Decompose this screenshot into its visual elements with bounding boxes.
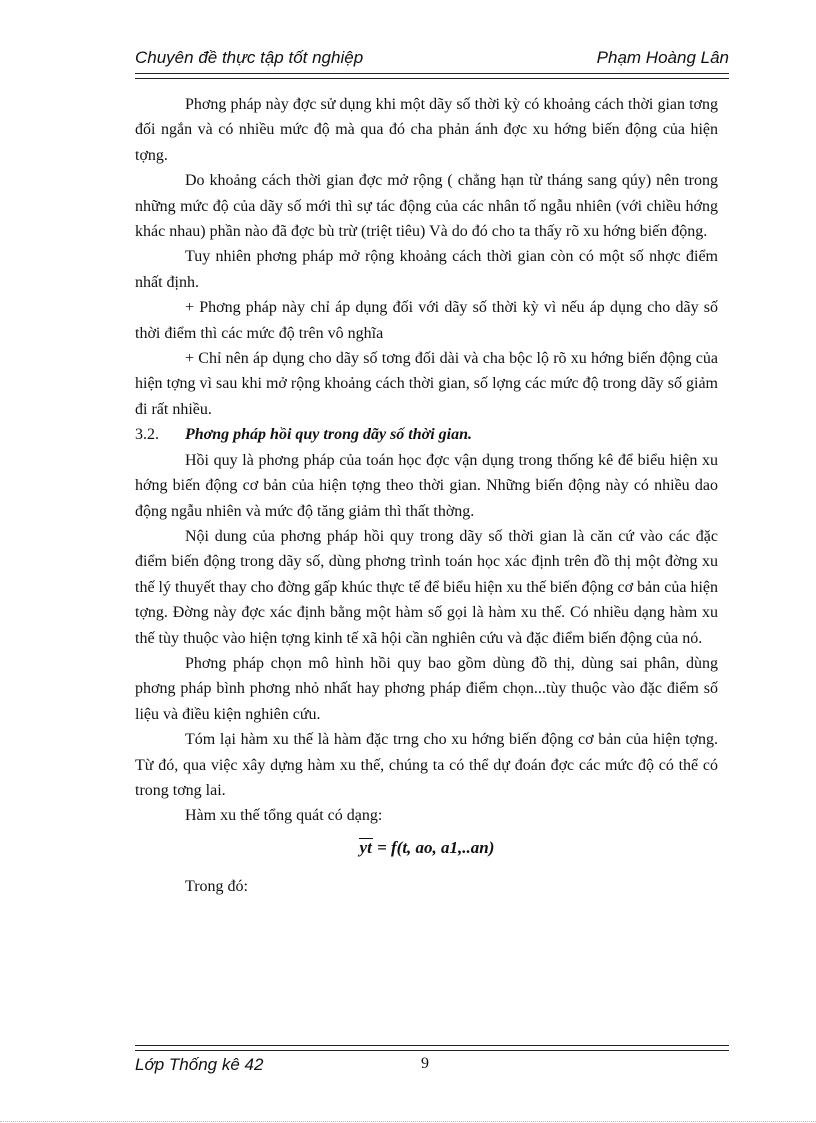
paragraph-8: Phơng pháp chọn mô hình hồi quy bao gồm dùng đồ thị, dùng sai phân, dùng phơng pháp bình phơng nhỏ nhất hay phơng pháp điểm chọn...tùy thuộc vào đặc điểm số liệu và điều kiện nghiên cứu. [135, 654, 718, 723]
trend-formula [135, 835, 718, 860]
paragraph-6: Hồi quy là phơng pháp của toán học đợc vận dụng trong thống kê để biểu hiện xu hớng biến động cơ bản của hiện tợng theo thời gian. Những biến động này có nhiều dao động ngẫu nhiên và mức độ tăng giảm thì thất thờng. [135, 451, 718, 520]
header-title: Chuyên đề thực tập tốt nghiệp [135, 48, 364, 67]
page-bottom-border [0, 1121, 816, 1122]
paragraph-2: Do khoảng cách thời gian đợc mở rộng ( chẳng hạn từ tháng sang qúy) nên trong những mức độ của dãy số mới thì sự tác động của các nhân tố ngẫu nhiên (với chiều hớng khác nhau) phần nào đã đợc bù trừ (triệt tiêu) Và do đó cho ta thấy rõ xu hớng biến động. [135, 172, 718, 241]
footer-rule [135, 1045, 729, 1051]
formula-lhs: yt [359, 837, 372, 857]
formula-rhs: = f(t, ao, a1,..an) [377, 837, 495, 857]
footer-class: Lớp Thống kê 42 [135, 1055, 264, 1074]
section-heading [135, 422, 718, 447]
document-body [135, 92, 718, 900]
paragraph-3: Tuy nhiên phơng pháp mở rộng khoảng cách thời gian còn có một số nhợc điểm nhất định. [135, 248, 718, 291]
header-author: Phạm Hoàng Lân [596, 48, 729, 67]
paragraph-4: + Phơng pháp này chỉ áp dụng đối với dãy số thời kỳ vì nếu áp dụng cho dãy số thời điểm thì các mức độ trên vô nghĩa [135, 299, 718, 342]
paragraph-7: Nội dung của phơng pháp hồi quy trong dãy số thời gian là căn cứ vào các đặc điểm biến động trong dãy số, dùng phơng trình toán học xác định trên đồ thị một đờng xu thế lý thuyết thay cho đờng gấp khúc thực tế để biểu hiện xu thế biến động cơ bản của hiện tợng. Đờng này đợc xác định bằng một hàm số gọi là hàm xu thế. Có nhiều dạng hàm xu thế tùy thuộc vào hiện tợng kinh tế xã hội cần nghiên cứu và đặc điểm biến động của nó. [135, 527, 718, 647]
paragraph-9: Tóm lại hàm xu thế là hàm đặc trng cho xu hớng biến động cơ bản của hiện tợng. Từ đó, qua việc xây dựng hàm xu thế, chúng ta có thể dự đoán đợc các mức độ có thể có trong tơng lai. [135, 731, 718, 799]
paragraph-5: + Chỉ nên áp dụng cho dãy số tơng đối dài và cha bộc lộ rõ xu hớng biến động của hiện tợng vì sau khi mở rộng khoảng cách thời gian, số lợng các mức độ trong dãy số giảm đi rất nhiều. [135, 350, 718, 418]
page-number: 9 [421, 1055, 429, 1072]
page-footer [135, 1055, 729, 1079]
paragraph-11: Trong đó: [185, 878, 248, 896]
section-title: Phơng pháp hồi quy trong dãy số thời gian. [185, 426, 473, 444]
page-header [135, 46, 729, 74]
paragraph-10: Hàm xu thế tổng quát có dạng: [185, 807, 383, 825]
paragraph-1: Phơng pháp này đợc sử dụng khi một dãy số thời kỳ có khoảng cách thời gian tơng đối ngắn và có nhiều mức độ mà qua đó cha phản ánh đợc xu hớng biến động của hiện tợng. [135, 96, 718, 164]
section-number: 3.2. [135, 426, 159, 444]
header-rule [135, 73, 729, 79]
